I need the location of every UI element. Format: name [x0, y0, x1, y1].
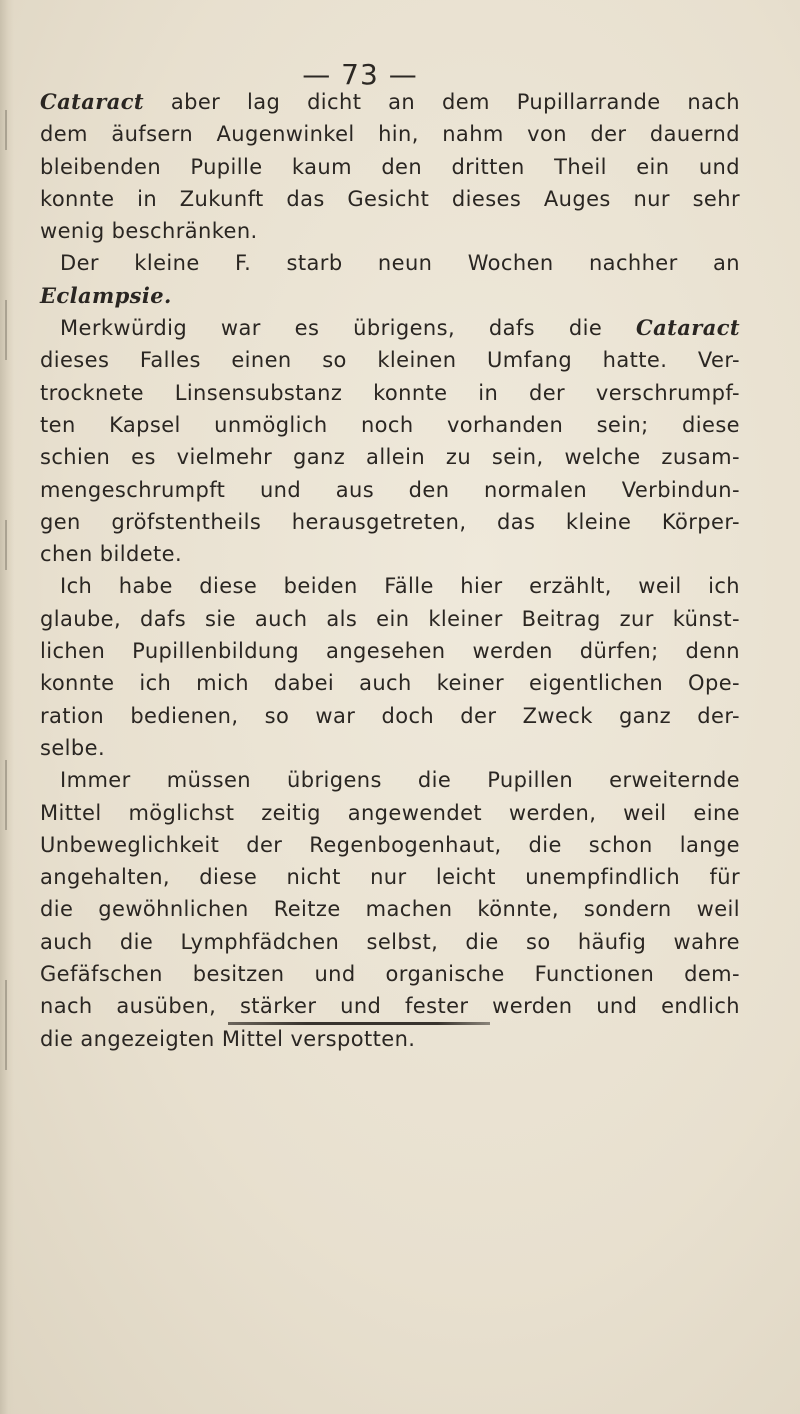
- text-run: Mittel möglichst zeitig angewendet werden, weil eine: [40, 800, 740, 825]
- text-line: [40, 861, 740, 893]
- text-line: [40, 764, 740, 796]
- text-line: [40, 280, 740, 312]
- text-line: [40, 441, 740, 473]
- spine-mark: [5, 760, 7, 830]
- text-line: [40, 215, 740, 247]
- text-line: [40, 409, 740, 441]
- text-run: mengeschrumpft und aus den normalen Verbindun-: [40, 477, 740, 502]
- text-run: lichen Pupillenbildung angesehen werden dürfen; denn: [40, 639, 740, 664]
- text-run: dem äufsern Augenwinkel hin, nahm von der dauernd: [40, 122, 740, 147]
- italic-term: Cataract: [636, 315, 740, 341]
- text-line: [40, 635, 740, 667]
- text-line: [40, 538, 740, 570]
- text-run: selbe.: [40, 735, 106, 760]
- italic-term: Eclampsie.: [40, 282, 172, 308]
- text-line: [40, 958, 740, 990]
- paragraph: [40, 312, 740, 570]
- text-run: Gefäfschen besitzen und organische Functionen dem-: [40, 962, 740, 987]
- text-run: dieses Falles einen so kleinen Umfang hatte. Ver-: [40, 348, 740, 373]
- text-line: [40, 603, 740, 635]
- text-run: chen bildete.: [40, 542, 183, 567]
- text-run: ration bedienen, so war doch der Zweck ganz der-: [40, 703, 740, 728]
- text-run: schien es vielmehr ganz allein zu sein, welche zusam-: [40, 445, 740, 470]
- text-run: auch die Lymphfädchen selbst, die so häufig wahre: [40, 929, 740, 954]
- text-run: Ich habe diese beiden Fälle hier erzählt, weil ich: [60, 574, 740, 599]
- text-run: Immer müssen übrigens die Pupillen erweiternde: [60, 768, 740, 793]
- text-line: [40, 86, 740, 118]
- text-line: [40, 667, 740, 699]
- text-line: [40, 312, 740, 344]
- text-line: [40, 474, 740, 506]
- spine-mark: [5, 980, 7, 1070]
- text-run: wenig beschränken.: [40, 219, 258, 244]
- italic-term: Cataract: [40, 89, 144, 114]
- text-run: gen gröfstentheils herausgetreten, das kleine Körper-: [40, 509, 740, 534]
- text-run: Der kleine F. starb neun Wochen nachher an: [60, 251, 740, 276]
- text-run: nach ausüben, stärker und fester werden und endlich: [40, 994, 740, 1019]
- paragraph: [40, 247, 740, 312]
- text-run: konnte ich mich dabei auch keiner eigentlichen Ope-: [40, 671, 740, 696]
- text-line: [40, 183, 740, 215]
- text-line: [40, 926, 740, 958]
- text-line: [40, 700, 740, 732]
- page-spine-edge: [0, 0, 14, 1414]
- text-run: angehalten, diese nicht nur leicht unempfindlich für: [40, 865, 740, 890]
- text-run: ten Kapsel unmöglich noch vorhanden sein; diese: [40, 412, 740, 437]
- text-line: [40, 829, 740, 861]
- spine-mark: [5, 520, 7, 570]
- text-run: aber lag dicht an dem Pupillarrande nach: [144, 90, 740, 114]
- text-run: trocknete Linsensubstanz konnte in der verschrumpf-: [40, 380, 740, 405]
- text-line: [40, 506, 740, 538]
- text-line: [40, 247, 740, 279]
- text-line: [40, 151, 740, 183]
- text-line: [40, 990, 740, 1022]
- paragraph: [40, 764, 740, 1055]
- text-line: [40, 732, 740, 764]
- body-text: [40, 86, 740, 1055]
- paragraph: [40, 570, 740, 764]
- text-line: [40, 797, 740, 829]
- text-line: [40, 118, 740, 150]
- spine-mark: [5, 300, 7, 360]
- text-run: Merkwürdig war es übrigens, dafs die: [60, 316, 636, 341]
- text-line: [40, 570, 740, 602]
- text-line: [40, 1023, 740, 1055]
- text-run: konnte in Zukunft das Gesicht dieses Auges nur sehr: [40, 186, 740, 211]
- spine-mark: [5, 110, 7, 150]
- page-number: — 73 —: [302, 58, 418, 91]
- text-run: die gewöhnlichen Reitze machen könnte, sondern weil: [40, 897, 740, 922]
- text-run: glaube, dafs sie auch als ein kleiner Beitrag zur künst-: [40, 606, 740, 631]
- text-run: bleibenden Pupille kaum den dritten Theil ein und: [40, 154, 740, 179]
- text-line: [40, 893, 740, 925]
- text-line: [40, 377, 740, 409]
- text-line: [40, 344, 740, 376]
- text-run: die angezeigten Mittel verspotten.: [40, 1026, 416, 1051]
- paragraph: [40, 86, 740, 247]
- text-run: Unbeweglichkeit der Regenbogenhaut, die schon lange: [40, 832, 740, 857]
- section-end-rule: [228, 1022, 490, 1025]
